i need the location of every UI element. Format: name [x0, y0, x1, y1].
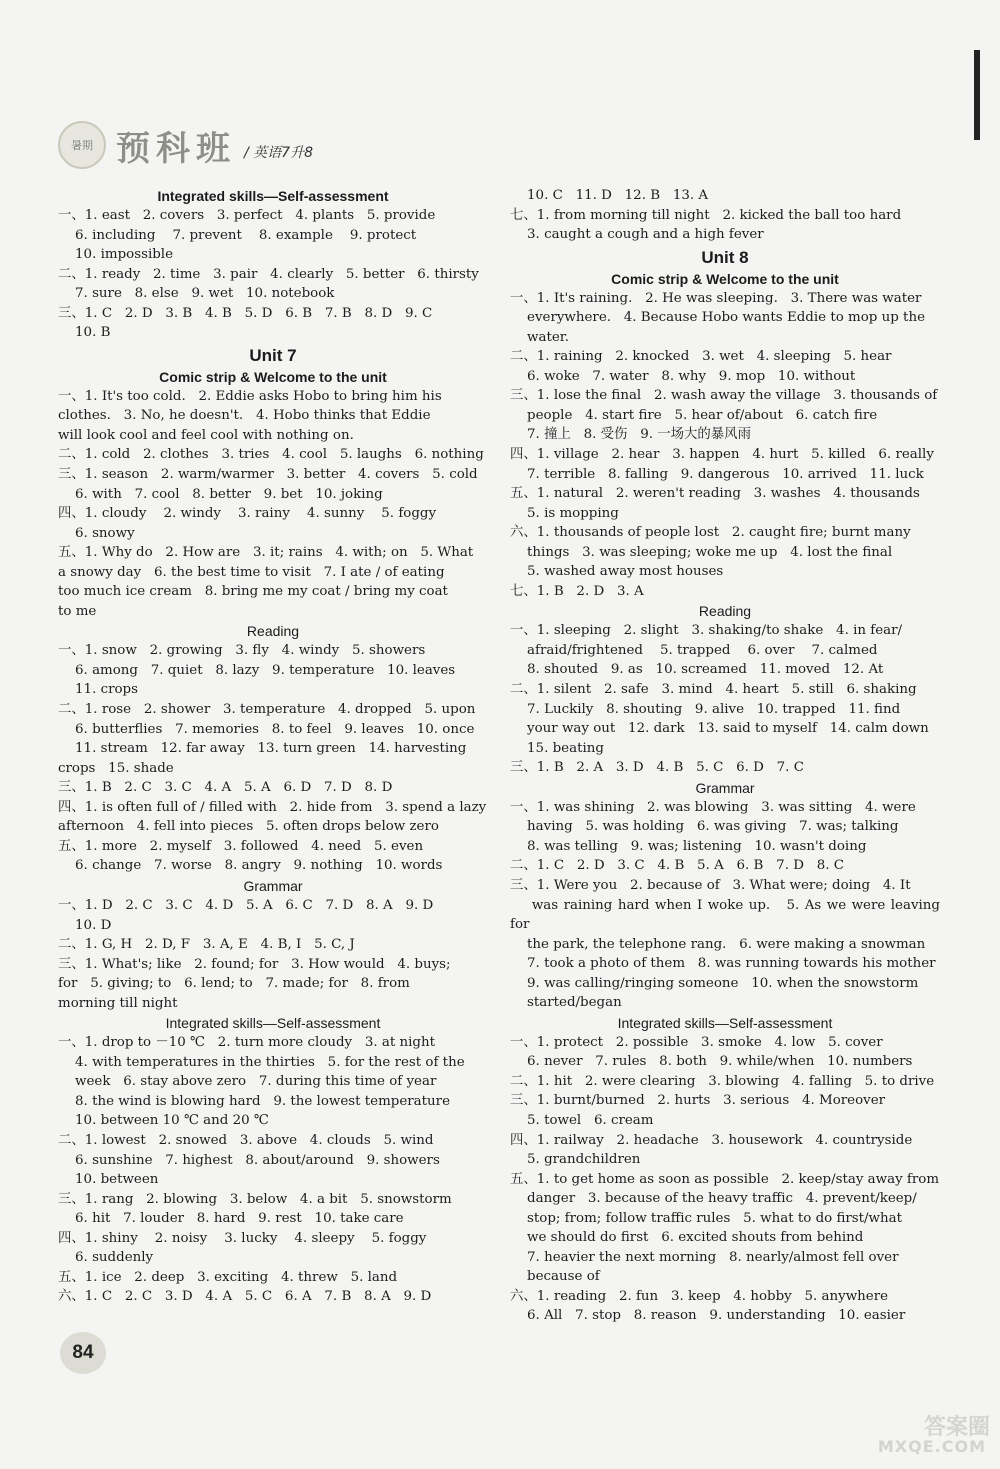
answer-line: 五、1. natural 2. weren't reading 3. washes 4. thousands [510, 486, 920, 502]
answer-line: 三、1. C 2. D 3. B 4. B 5. D 6. B 7. B 8. D 9. C [58, 305, 433, 321]
answer-line: to me [58, 603, 97, 619]
answer-line: 二、1. ready 2. time 3. pair 4. clearly 5. better 6. thirsty [58, 266, 479, 282]
answer-line: 四、1. cloudy 2. windy 3. rainy 4. sunny 5. foggy [58, 506, 437, 522]
answer-line: was raining hard when I woke up. 5. As we were leaving for [510, 897, 945, 933]
answer-column-left [58, 186, 488, 1307]
answer-line: 四、1. railway 2. headache 3. housework 4. countryside [510, 1132, 913, 1148]
answer-line: stop; from; follow traffic rules 5. what to do first/what [510, 1210, 903, 1226]
answer-line: 五、1. to get home as soon as possible 2. keep/stay away from [510, 1171, 940, 1187]
section-heading: Integrated skills—Self-assessment [157, 188, 389, 204]
answer-line: 6. among 7. quiet 8. lazy 9. temperature 10. leaves [58, 662, 456, 678]
answer-line: 六、1. reading 2. fun 3. keep 4. hobby 5. anywhere [510, 1288, 889, 1304]
answer-line: 三、1. B 2. A 3. D 4. B 5. C 6. D 7. C [510, 760, 804, 776]
answer-line: afraid/frightened 5. trapped 6. over 7. calmed [510, 642, 878, 658]
answer-line: 11. stream 12. far away 13. turn green 14. harvesting [58, 741, 467, 757]
answer-line: 三、1. rang 2. blowing 3. below 4. a bit 5. snowstorm [58, 1191, 452, 1207]
brand-title: 预科班 [116, 128, 236, 169]
answer-line: 五、1. more 2. myself 3. followed 4. need 5. even [58, 838, 424, 854]
answer-line: 二、1. rose 2. shower 3. temperature 4. dropped 5. upon [58, 702, 476, 718]
answer-line: 一、1. D 2. C 3. C 4. D 5. A 6. C 7. D 8. A 9. D [58, 897, 434, 913]
answer-line: things 3. was sleeping; woke me up 4. lost the final [510, 544, 893, 560]
answer-line: 8. shouted 9. as 10. screamed 11. moved 12. At [510, 662, 884, 678]
section-heading: Comic strip & Welcome to the unit [159, 368, 387, 385]
answer-line: 10. C 11. D 12. B 13. A [510, 188, 709, 203]
answer-line: 6. snowy [58, 525, 135, 541]
unit-heading: Unit 7 [249, 345, 297, 365]
page-edge-mark [974, 50, 980, 140]
answer-line: too much ice cream 8. bring me my coat / bring my coat [58, 584, 448, 600]
answer-line: having 5. was holding 6. was giving 7. was; talking [510, 819, 899, 835]
brand-logo-icon: 暑期 [58, 121, 106, 169]
answer-line: 15. beating [510, 740, 604, 756]
answer-line: 三、1. burnt/burned 2. hurts 3. serious 4. Moreover [510, 1093, 886, 1109]
answer-line: 11. crops [58, 682, 138, 698]
answer-line: 一、1. east 2. covers 3. perfect 4. plants 5. provide [58, 208, 436, 223]
answer-line: 8. the wind is blowing hard 9. the lowest temperature [58, 1093, 450, 1109]
answer-line: crops 15. shade [58, 760, 174, 776]
answer-line: because of [510, 1269, 600, 1285]
answer-line: 6. butterflies 7. memories 8. to feel 9. leaves 10. once [58, 721, 475, 737]
answer-line: 六、1. thousands of people lost 2. caught fire; burnt many [510, 525, 911, 541]
watermark-url: MXQE.COM [877, 1437, 986, 1456]
answer-line: 四、1. is often full of / filled with 2. hide from 3. spend a lazy [58, 799, 487, 815]
answer-line: started/began [510, 995, 622, 1011]
answer-line: 5. washed away most houses [510, 564, 724, 580]
answer-line: 4. with temperatures in the thirties 5. for the rest of the [58, 1054, 465, 1070]
answer-line: 7. heavier the next morning 8. nearly/almost fell over [510, 1249, 899, 1265]
answer-line: 一、1. drop to －10 ℃ 2. turn more cloudy 3. at night [58, 1035, 435, 1051]
answer-line: 6. hit 7. louder 8. hard 9. rest 10. take care [58, 1211, 404, 1227]
answer-line: 一、1. It's too cold. 2. Eddie asks Hobo to bring him his [58, 388, 442, 404]
answer-line: 二、1. G, H 2. D, F 3. A, E 4. B, I 5. C, J [58, 937, 355, 953]
answer-line: 7. took a photo of them 8. was running towards his mother [510, 956, 936, 972]
answer-line: 六、1. C 2. C 3. D 4. A 5. C 6. A 7. B 8. A 9. D [58, 1289, 432, 1305]
page-number: 84 [60, 1332, 106, 1374]
answer-line: 二、1. raining 2. knocked 3. wet 4. sleeping 5. hear [510, 349, 892, 365]
answer-line: 七、1. B 2. D 3. A [510, 583, 644, 599]
answer-line: 7. terrible 8. falling 9. dangerous 10. arrived 11. luck [510, 466, 924, 482]
answer-line: 四、1. shiny 2. noisy 3. lucky 4. sleepy 5. foggy [58, 1230, 427, 1246]
answer-line: everywhere. 4. Because Hobo wants Eddie to mop up the [510, 310, 925, 326]
answer-line: 6. never 7. rules 8. both 9. while/when 10. numbers [510, 1054, 913, 1070]
answer-line: 四、1. village 2. hear 3. happen 4. hurt 5. killed 6. really [510, 447, 934, 463]
answer-line: 三、1. B 2. C 3. C 4. A 5. A 6. D 7. D 8. D [58, 780, 393, 796]
watermark-logo: 答案圈 [923, 1415, 990, 1440]
answer-line: 10. B [58, 325, 111, 341]
answer-line: 6. including 7. prevent 8. example 9. protect [58, 227, 417, 243]
unit-heading: Unit 8 [701, 247, 749, 267]
answer-line: clothes. 3. No, he doesn't. 4. Hobo thinks that Eddie [58, 408, 431, 424]
answer-line: 5. is mopping [510, 505, 619, 521]
answer-line: 10. impossible [58, 247, 174, 263]
answer-line: the park, the telephone rang. 6. were making a snowman [510, 936, 926, 952]
answer-line: 二、1. lowest 2. snowed 3. above 4. clouds 5. wind [58, 1132, 434, 1148]
page-header [58, 120, 313, 170]
answer-line: 7. 撞上 8. 受伤 9. 一场大的暴风雨 [510, 427, 751, 443]
answer-line: afternoon 4. fell into pieces 5. often drops below zero [58, 819, 439, 835]
section-heading: Integrated skills—Self-assessment [165, 1015, 381, 1032]
section-heading: Integrated skills—Self-assessment [617, 1014, 833, 1031]
answer-line: for 5. giving; to 6. lend; to 7. made; for 8. from [58, 976, 410, 992]
answer-line: 一、1. was shining 2. was blowing 3. was sitting 4. were [510, 799, 916, 815]
answer-line: water. [510, 329, 569, 345]
answer-line: 三、1. Were you 2. because of 3. What were; doing 4. It [510, 877, 911, 893]
section-heading: Grammar [695, 779, 755, 796]
section-heading: Comic strip & Welcome to the unit [611, 270, 839, 287]
answer-line: 3. caught a cough and a high fever [510, 227, 764, 243]
answer-line: 7. sure 8. else 9. wet 10. notebook [58, 286, 335, 302]
answer-line: 七、1. from morning till night 2. kicked the ball too hard [510, 207, 902, 223]
answer-line: 6. with 7. cool 8. better 9. bet 10. joking [58, 486, 383, 502]
answer-line: 二、1. cold 2. clothes 3. tries 4. cool 5. laughs 6. nothing [58, 447, 484, 463]
answer-line: 三、1. season 2. warm/warmer 3. better 4. covers 5. cold [58, 467, 478, 483]
answer-line: 五、1. Why do 2. How are 3. it; rains 4. with; on 5. What [58, 545, 474, 561]
answer-line: 五、1. ice 2. deep 3. exciting 4. threw 5. land [58, 1269, 398, 1285]
answer-line: 三、1. lose the final 2. wash away the village 3. thousands of [510, 388, 938, 404]
answer-line: will look cool and feel cool with nothing on. [58, 427, 354, 443]
answer-line: 6. sunshine 7. highest 8. about/around 9. showers [58, 1152, 440, 1168]
answer-column-right [510, 186, 945, 1326]
answer-line: 二、1. silent 2. safe 3. mind 4. heart 5. still 6. shaking [510, 682, 917, 698]
answer-line: your way out 12. dark 13. said to myself 14. calm down [510, 721, 929, 737]
answer-line: people 4. start fire 5. hear of/about 6. catch fire [510, 407, 878, 423]
answer-line: 9. was calling/ringing someone 10. when the snowstorm [510, 975, 919, 991]
answer-line: 6. suddenly [58, 1250, 154, 1266]
section-heading: Grammar [243, 877, 303, 894]
answer-line: 5. towel 6. cream [510, 1112, 654, 1128]
answer-line: 三、1. What's; like 2. found; for 3. How would 4. buys; [58, 956, 451, 972]
answer-line: danger 3. because of the heavy traffic 4. prevent/keep/ [510, 1191, 917, 1207]
answer-line: 10. between 10 ℃ and 20 ℃ [58, 1113, 269, 1129]
answer-line: 8. was telling 9. was; listening 10. wasn't doing [510, 838, 867, 854]
answer-line: 一、1. It's raining. 2. He was sleeping. 3. There was water [510, 290, 922, 306]
answer-line: week 6. stay above zero 7. during this time of year [58, 1074, 437, 1090]
answer-line: 一、1. snow 2. growing 3. fly 4. windy 5. showers [58, 643, 426, 659]
answer-line: 二、1. C 2. D 3. C 4. B 5. A 6. B 7. D 8. C [510, 858, 844, 874]
answer-line: 10. between [58, 1172, 159, 1188]
answer-line: 5. grandchildren [510, 1152, 641, 1168]
answer-line: 7. Luckily 8. shouting 9. alive 10. trapped 11. find [510, 701, 901, 717]
answer-line: 二、1. hit 2. were clearing 3. blowing 4. falling 5. to drive [510, 1073, 935, 1089]
answer-line: 6. All 7. stop 8. reason 9. understanding 10. easier [510, 1308, 906, 1324]
answer-line: we should do first 6. excited shouts from behind [510, 1230, 864, 1246]
answer-line: morning till night [58, 995, 178, 1011]
answer-line: a snowy day 6. the best time to visit 7. I ate / of eating [58, 564, 445, 580]
answer-line: 10. D [58, 917, 112, 933]
answer-line: 一、1. protect 2. possible 3. smoke 4. low 5. cover [510, 1034, 883, 1050]
answer-line: 一、1. sleeping 2. slight 3. shaking/to shake 4. in fear/ [510, 623, 903, 639]
section-heading: Reading [698, 603, 752, 620]
section-heading: Reading [246, 623, 300, 640]
answer-line: 6. woke 7. water 8. why 9. mop 10. without [510, 368, 856, 384]
book-subtitle: / 英语7升8 [244, 145, 313, 161]
answer-line: 6. change 7. worse 8. angry 9. nothing 10. words [58, 858, 443, 874]
